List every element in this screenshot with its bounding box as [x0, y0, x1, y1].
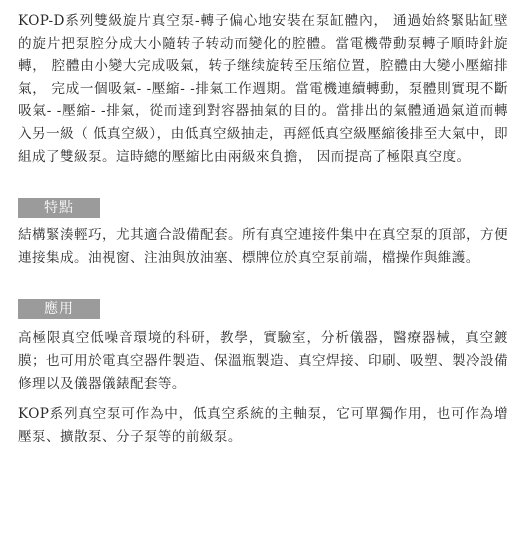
kop-series-paragraph: KOP系列真空泵可作為中，低真空系統的主軸泵，它可單獨作用，也可作為增壓泵、擴散泵、分子泵等的前級泵。 — [18, 406, 508, 445]
features-section-label: 特點 — [18, 198, 100, 218]
intro-paragraph: KOP-D系列雙級旋片真空泵-轉子偏心地安裝在泵缸體內， 通過始終緊貼缸壁的旋片把泵腔分成大小隨转子转动而變化的腔體。當電機帶動泵轉子順時針旋轉， 腔體由小變大完成吸氣，转子继续旋转至压缩位置，腔體由大變小壓縮排氣， 完成一個吸氣- -壓縮- -排氣工作週期。當電機連續轉動，泵體則實現不斷吸氣- -壓縮- -排氣，從而達到對容器抽氣的目的。當排出的氣體通過氣道而轉入另一級（ 低真空級），由低真空級抽走，再經低真空級壓縮後排至大氣中，即組成了雙級泵。這時總的壓縮比由兩級來負擔， 因而提高了極限真空度。 — [18, 13, 508, 165]
applications-paragraph: 高極限真空低噪音環境的科研，教學，實驗室，分析儀器，醫療器械，真空鍍膜；也可用於電真空器件製造、保溫瓶製造、真空焊接、印刷、吸塑、製冷設備修理以及儀器儀錶配套等。 — [18, 330, 508, 392]
applications-section-label: 應用 — [18, 299, 100, 319]
features-paragraph: 結構緊湊輕巧，尤其適合設備配套。所有真空連接件集中在真空泵的頂部，方便連接集成。油視窗、注油與放油塞、標牌位於真空泵前端，檔操作與維護。 — [18, 227, 508, 266]
document-page — [18, 10, 508, 448]
